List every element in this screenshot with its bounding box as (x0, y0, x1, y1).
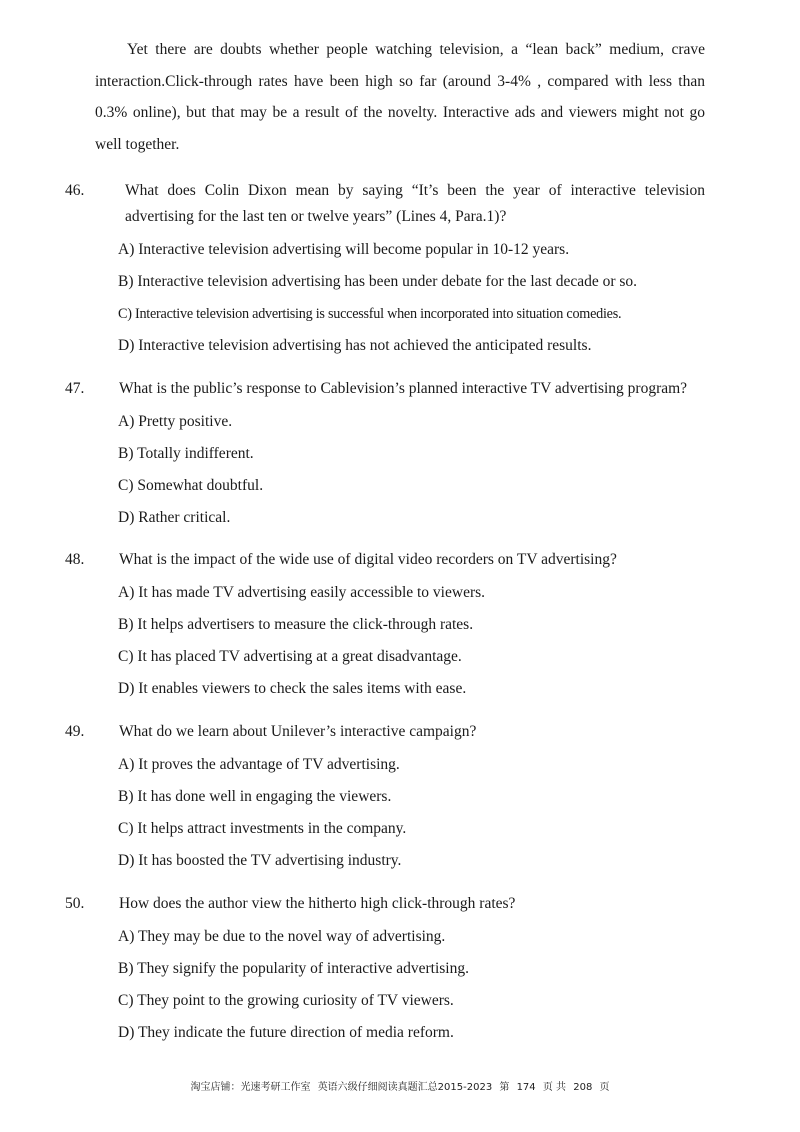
question-49 (65, 719, 705, 881)
question-text: What does Colin Dixon mean by saying “It’s been the year of interactive television advertising for the last ten or twelve years” (Lines 4, Para.1)? (125, 182, 705, 225)
option-c: C) Somewhat doubtful. (118, 477, 264, 494)
option-d: D) It has boosted the TV advertising industry. (118, 852, 402, 869)
option-c: C) They point to the growing curiosity of TV viewers. (118, 992, 454, 1009)
options-list (95, 410, 705, 530)
question-50 (65, 891, 705, 1053)
option-a: A) They may be due to the novel way of advertising. (118, 928, 446, 945)
footer-page-suffix: 页 (599, 1082, 610, 1093)
footer-title: 英语六级仔细阅读真题汇总2015-2023 (317, 1082, 493, 1093)
question-47 (65, 376, 705, 538)
option-d: D) It enables viewers to check the sales items with ease. (118, 680, 467, 697)
question-text: What do we learn about Unilever’s interactive campaign? (119, 723, 477, 740)
option-d: D) Rather critical. (118, 509, 231, 526)
question-number: 48. (65, 551, 85, 568)
footer-page-mid: 页 共 (542, 1082, 567, 1093)
page-footer (0, 1078, 800, 1093)
question-number: 47. (65, 380, 85, 397)
options-list (95, 753, 705, 873)
option-a: A) Interactive television advertising will become popular in 10-12 years. (118, 241, 570, 258)
options-list (95, 581, 705, 701)
option-a: A) It has made TV advertising easily accessible to viewers. (118, 584, 486, 601)
options-list (95, 925, 705, 1045)
option-b: B) It helps advertisers to measure the click-through rates. (118, 616, 474, 633)
option-d: D) They indicate the future direction of media reform. (118, 1024, 454, 1041)
option-a: A) It proves the advantage of TV advertising. (118, 756, 400, 773)
question-stem (65, 719, 705, 745)
option-b: B) It has done well in engaging the viewers. (118, 788, 392, 805)
option-c: C) Interactive television advertising is successful when incorporated into situation comedies. (118, 306, 622, 322)
passage-paragraph: Yet there are doubts whether people watching television, a “lean back” medium, crave interaction.Click-through rates have been high so far (around 3-4% , compared with less than 0.3% online), but that may be a result of the novelty. Interactive ads and viewers might not go well together. (95, 41, 705, 153)
option-c: C) It has placed TV advertising at a great disadvantage. (118, 648, 462, 665)
option-b: B) Totally indifferent. (118, 445, 254, 462)
footer-page-prefix: 第 (499, 1082, 510, 1093)
footer-total-pages: 208 (573, 1082, 593, 1093)
question-text: What is the public’s response to Cablevision’s planned interactive TV advertising program? (119, 380, 688, 397)
footer-page-number: 174 (516, 1082, 536, 1093)
options-list (95, 238, 705, 358)
question-48 (65, 547, 705, 709)
question-text: What is the impact of the wide use of digital video recorders on TV advertising? (119, 551, 617, 568)
option-b: B) Interactive television advertising has been under debate for the last decade or so. (118, 273, 638, 290)
footer-shop: 淘宝店铺：光速考研工作室 (190, 1082, 311, 1093)
question-number: 46. (65, 182, 85, 199)
option-b: B) They signify the popularity of interactive advertising. (118, 960, 469, 977)
question-stem (65, 891, 705, 917)
question-number: 49. (65, 723, 85, 740)
option-a: A) Pretty positive. (118, 413, 233, 430)
option-d: D) Interactive television advertising has not achieved the anticipated results. (118, 337, 592, 354)
question-text: How does the author view the hitherto high click-through rates? (119, 895, 516, 912)
option-c: C) It helps attract investments in the company. (118, 820, 407, 837)
question-stem (65, 547, 705, 573)
question-stem (65, 376, 705, 402)
question-number: 50. (65, 895, 85, 912)
question-stem (65, 178, 705, 230)
question-46 (65, 178, 705, 366)
